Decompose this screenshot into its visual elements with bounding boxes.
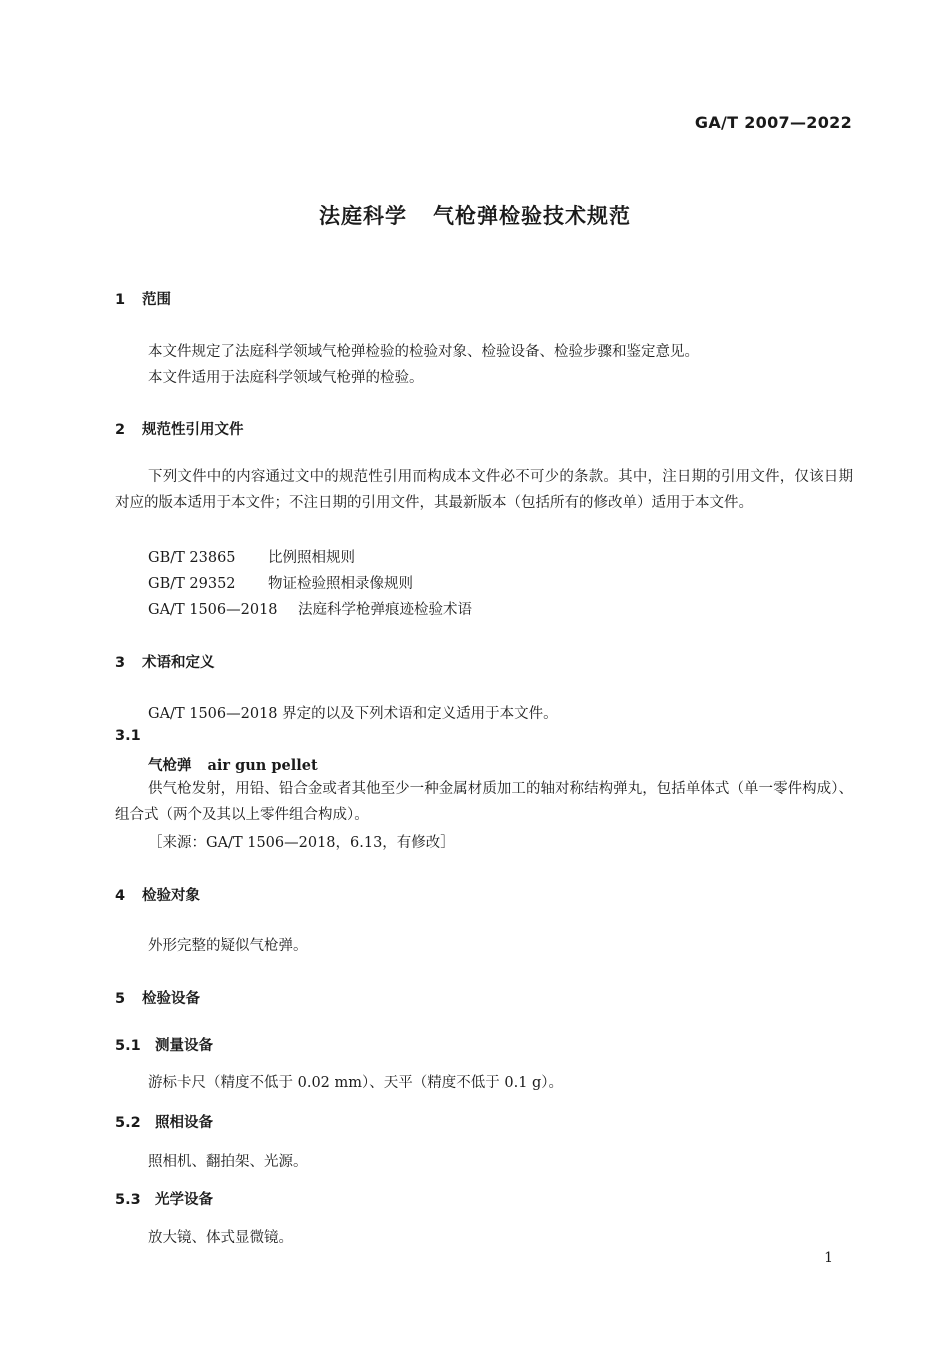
section-3-intro: GA/T 1506—2018 界定的以及下列术语和定义适用于本文件。 bbox=[148, 706, 558, 722]
reference-title: 法庭科学枪弹痕迹检验术语 bbox=[298, 602, 472, 618]
title-part1: 法庭科学 bbox=[319, 204, 407, 228]
reference-code: GB/T 23865 bbox=[148, 550, 236, 566]
section-2-intro: 下列文件中的内容通过文中的规范性引用而构成本文件必不可少的条款。其中，注日期的引用文件，仅该日期对应的版本适用于本文件；不注日期的引用文件，其最新版本（包括所有的修改单）适用于本文件。 bbox=[115, 469, 853, 511]
subsection-5-3-text: 放大镜、体式显微镜。 bbox=[148, 1230, 293, 1246]
reference-title: 物证检验照相录像规则 bbox=[268, 576, 413, 592]
title-part2: 气枪弹检验技术规范 bbox=[433, 204, 631, 228]
term-definition: 供气枪发射，用铅、铅合金或者其他至少一种金属材质加工的轴对称结构弹丸，包括单体式（单一零件构成）、组合式（两个及其以上零件组合构成）。 bbox=[115, 781, 853, 823]
section-5-heading: 5 检验设备 bbox=[115, 991, 200, 1007]
reference-item bbox=[148, 598, 472, 619]
term-english: air gun pellet bbox=[207, 757, 318, 774]
reference-code: GB/T 29352 bbox=[148, 576, 236, 592]
subsection-5-2-text: 照相机、翻拍架、光源。 bbox=[148, 1154, 308, 1170]
subsection-5-1-text: 游标卡尺（精度不低于 0.02 mm）、天平（精度不低于 0.1 g）。 bbox=[148, 1075, 564, 1091]
page-number: 1 bbox=[824, 1250, 833, 1266]
section-2-heading: 2 规范性引用文件 bbox=[115, 422, 244, 438]
section-3-heading: 3 术语和定义 bbox=[115, 655, 215, 671]
standard-code: GA/T 2007—2022 bbox=[694, 113, 852, 132]
subsection-5-2-heading: 5.2 照相设备 bbox=[115, 1115, 213, 1131]
term-source: ［来源：GA/T 1506—2018，6.13，有修改］ bbox=[148, 835, 455, 851]
section-1-paragraph-1: 本文件规定了法庭科学领域气枪弹检验的检验对象、检验设备、检验步骤和鉴定意见。 bbox=[148, 344, 699, 360]
reference-item bbox=[148, 546, 355, 567]
term-chinese: 气枪弹 bbox=[148, 758, 192, 774]
section-4-paragraph: 外形完整的疑似气枪弹。 bbox=[148, 938, 308, 954]
section-1-paragraph-2: 本文件适用于法庭科学领域气枪弹的检验。 bbox=[148, 370, 424, 386]
reference-item bbox=[148, 572, 413, 593]
subsection-5-3-heading: 5.3 光学设备 bbox=[115, 1192, 213, 1208]
term-entry bbox=[148, 754, 318, 775]
section-4-heading: 4 检验对象 bbox=[115, 888, 200, 904]
reference-title: 比例照相规则 bbox=[268, 550, 355, 566]
subsection-5-1-heading: 5.1 测量设备 bbox=[115, 1038, 213, 1054]
term-number: 3.1 bbox=[115, 728, 141, 744]
document-title bbox=[0, 200, 950, 230]
reference-code: GA/T 1506—2018 bbox=[148, 602, 278, 618]
section-1-heading: 1 范围 bbox=[115, 292, 171, 308]
